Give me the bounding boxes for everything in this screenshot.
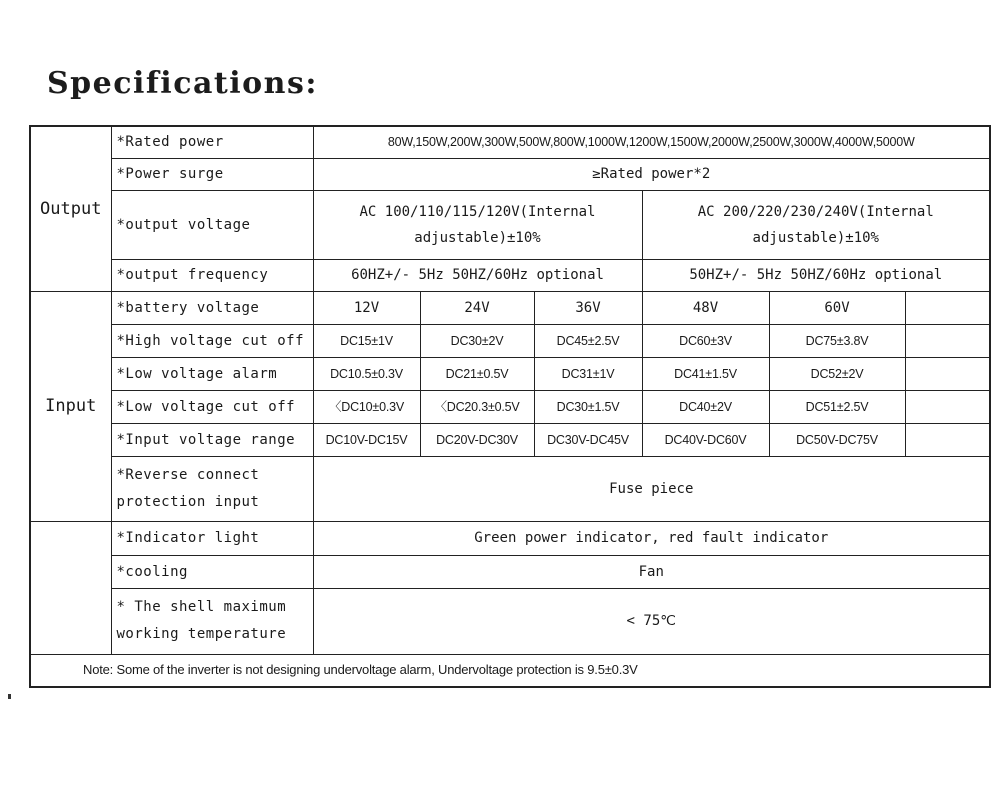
row-label-low-alarm: *Low voltage alarm <box>111 357 313 390</box>
row-label-low-cut-off: *Low voltage cut off <box>111 390 313 423</box>
row-label-output-frequency: *output frequency <box>111 259 313 291</box>
high-cut-off-cell: DC30±2V <box>420 324 534 357</box>
low-alarm-cell: DC31±1V <box>534 357 642 390</box>
table-row <box>30 555 990 588</box>
row-label-high-cut-off: *High voltage cut off <box>111 324 313 357</box>
voltage-range-cell: DC20V-DC30V <box>420 423 534 456</box>
output-frequency-low: 60HZ+/- 5Hz 50HZ/60Hz optional <box>313 259 642 291</box>
reverse-protection-label-line2: protection input <box>116 493 260 510</box>
table-row <box>30 521 990 555</box>
table-row <box>30 126 990 158</box>
shell-temperature-value: < 75℃ <box>313 588 990 654</box>
voltage-range-cell: DC50V-DC75V <box>769 423 905 456</box>
indicator-light-value: Green power indicator, red fault indicator <box>313 521 990 555</box>
row-label-reverse-protection <box>111 456 313 521</box>
power-surge-value: ≥Rated power*2 <box>313 158 990 190</box>
table-row <box>30 259 990 291</box>
row-label-battery-voltage: *battery voltage <box>111 291 313 324</box>
low-cut-off-cell: DC51±2.5V <box>769 390 905 423</box>
row-label-shell-temperature <box>111 588 313 654</box>
table-row <box>30 423 990 456</box>
high-cut-off-cell <box>905 324 990 357</box>
output-voltage-low-line2: adjustable)±10% <box>414 229 541 246</box>
battery-voltage-cell: 60V <box>769 291 905 324</box>
low-cut-off-cell: 〈DC10±0.3V <box>313 390 420 423</box>
low-alarm-cell: DC52±2V <box>769 357 905 390</box>
row-label-rated-power: *Rated power <box>111 126 313 158</box>
cooling-value: Fan <box>313 555 990 588</box>
row-label-power-surge: *Power surge <box>111 158 313 190</box>
low-cut-off-cell: DC40±2V <box>642 390 769 423</box>
table-row <box>30 158 990 190</box>
row-label-indicator-light: *Indicator light <box>111 521 313 555</box>
battery-voltage-cell: 12V <box>313 291 420 324</box>
battery-voltage-cell: 24V <box>420 291 534 324</box>
voltage-range-cell <box>905 423 990 456</box>
low-alarm-cell <box>905 357 990 390</box>
low-alarm-cell: DC10.5±0.3V <box>313 357 420 390</box>
row-label-cooling: *cooling <box>111 555 313 588</box>
high-cut-off-cell: DC45±2.5V <box>534 324 642 357</box>
table-row <box>30 357 990 390</box>
table-row <box>30 654 990 687</box>
table-row <box>30 190 990 259</box>
low-alarm-cell: DC21±0.5V <box>420 357 534 390</box>
output-voltage-high-line1: AC 200/220/230/240V(Internal <box>697 203 934 220</box>
table-row <box>30 588 990 654</box>
high-cut-off-cell: DC15±1V <box>313 324 420 357</box>
output-voltage-high-line2: adjustable)±10% <box>752 229 879 246</box>
stray-mark <box>8 694 11 699</box>
group-label-other <box>30 521 111 654</box>
footnote: Note: Some of the inverter is not designing undervoltage alarm, Undervoltage protection is 9.5±0.3V <box>30 654 990 687</box>
rated-power-value: 80W,150W,200W,300W,500W,800W,1000W,1200W,1500W,2000W,2500W,3000W,4000W,5000W <box>313 126 990 158</box>
battery-voltage-cell: 36V <box>534 291 642 324</box>
shell-temp-label-line2: working temperature <box>116 626 287 642</box>
voltage-range-cell: DC30V-DC45V <box>534 423 642 456</box>
voltage-range-cell: DC40V-DC60V <box>642 423 769 456</box>
output-voltage-low <box>313 190 642 259</box>
row-label-output-voltage: *output voltage <box>111 190 313 259</box>
high-cut-off-cell: DC60±3V <box>642 324 769 357</box>
specifications-table <box>29 125 991 688</box>
reverse-protection-label-line1: *Reverse connect <box>116 466 260 483</box>
page-title: Specifications: <box>47 66 318 101</box>
low-cut-off-cell <box>905 390 990 423</box>
battery-voltage-cell: 48V <box>642 291 769 324</box>
low-alarm-cell: DC41±1.5V <box>642 357 769 390</box>
table-row <box>30 291 990 324</box>
high-cut-off-cell: DC75±3.8V <box>769 324 905 357</box>
low-cut-off-cell: DC30±1.5V <box>534 390 642 423</box>
voltage-range-cell: DC10V-DC15V <box>313 423 420 456</box>
group-label-input: Input <box>30 291 111 521</box>
reverse-protection-value: Fuse piece <box>313 456 990 521</box>
table-row <box>30 456 990 521</box>
table-row <box>30 390 990 423</box>
output-voltage-low-line1: AC 100/110/115/120V(Internal <box>359 203 596 220</box>
shell-temp-label-line1: * The shell maximum <box>116 599 287 615</box>
output-voltage-high <box>642 190 990 259</box>
low-cut-off-cell: 〈DC20.3±0.5V <box>420 390 534 423</box>
row-label-input-voltage-range: *Input voltage range <box>111 423 313 456</box>
output-frequency-high: 50HZ+/- 5Hz 50HZ/60Hz optional <box>642 259 990 291</box>
table-row <box>30 324 990 357</box>
battery-voltage-cell <box>905 291 990 324</box>
group-label-output: Output <box>30 126 111 291</box>
